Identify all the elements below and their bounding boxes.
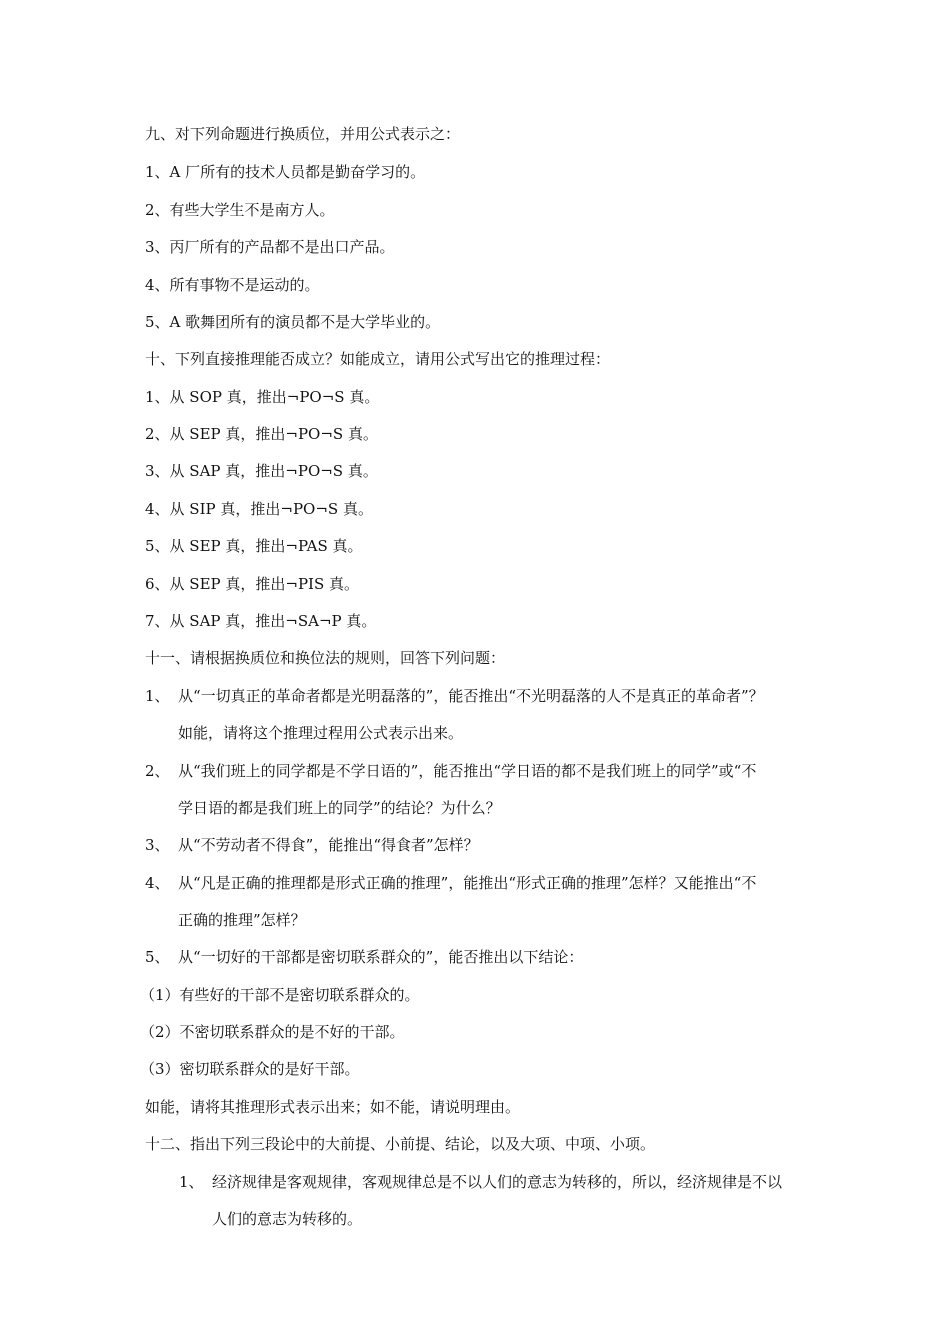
section-12-q1-number: 1、 bbox=[179, 1173, 204, 1191]
section-11-title: 十一、请根据换质位和换位法的规则，回答下列问题： bbox=[145, 649, 506, 667]
section-10-item-3: 3、从 SAP 真，推出¬PO¬S 真。 bbox=[145, 462, 378, 480]
section-9-item-2: 2、有些大学生不是南方人。 bbox=[145, 201, 335, 219]
section-11-q4-line-1: 从“凡是正确的推理都是形式正确的推理”，能推出“形式正确的推理”怎样？又能推出“不 bbox=[178, 874, 757, 892]
section-9-title: 九、对下列命题进行换质位，并用公式表示之： bbox=[145, 125, 461, 143]
section-11-q3-line-1: 从“不劳动者不得食”，能推出“得食者”怎样？ bbox=[178, 836, 479, 854]
section-11-q1-number: 1、 bbox=[145, 687, 170, 705]
section-11-q4-number: 4、 bbox=[145, 874, 170, 892]
section-11-q5-line-1: 从“一切好的干部都是密切联系群众的”，能否推出以下结论： bbox=[178, 948, 584, 966]
section-10-item-5: 5、从 SEP 真，推出¬PAS 真。 bbox=[145, 537, 363, 555]
section-9-item-5: 5、A 歌舞团所有的演员都不是大学毕业的。 bbox=[145, 313, 441, 331]
section-10-title: 十、下列直接推理能否成立？如能成立，请用公式写出它的推理过程： bbox=[145, 350, 611, 368]
section-11-q1-line-1: 从“一切真正的革命者都是光明磊落的”，能否推出“不光明磊落的人不是真正的革命者”？ bbox=[178, 687, 764, 705]
section-11-q5-option-1: （1）有些好的干部不是密切联系群众的。 bbox=[140, 986, 420, 1004]
section-9-item-1: 1、A 厂所有的技术人员都是勤奋学习的。 bbox=[145, 163, 426, 181]
section-11-q1-line-2: 如能，请将这个推理过程用公式表示出来。 bbox=[178, 724, 464, 742]
section-11-closing: 如能，请将其推理形式表示出来；如不能，请说明理由。 bbox=[145, 1098, 521, 1116]
section-11-q5-number: 5、 bbox=[145, 948, 170, 966]
section-12-q1-line-2: 人们的意志为转移的。 bbox=[212, 1210, 363, 1228]
section-11-q3-number: 3、 bbox=[145, 836, 170, 854]
section-12-title: 十二、指出下列三段论中的大前提、小前提、结论，以及大项、中项、小项。 bbox=[145, 1135, 656, 1153]
section-11-q2-number: 2、 bbox=[145, 762, 170, 780]
section-10-item-7: 7、从 SAP 真，推出¬SA¬P 真。 bbox=[145, 612, 377, 630]
section-10-item-2: 2、从 SEP 真，推出¬PO¬S 真。 bbox=[145, 425, 378, 443]
section-12-q1-line-1: 经济规律是客观规律，客观规律总是不以人们的意志为转移的，所以，经济规律是不以 bbox=[212, 1173, 783, 1191]
section-10-item-6: 6、从 SEP 真，推出¬PIS 真。 bbox=[145, 575, 360, 593]
section-9-item-3: 3、丙厂所有的产品都不是出口产品。 bbox=[145, 238, 395, 256]
section-11-q5-option-2: （2）不密切联系群众的是不好的干部。 bbox=[140, 1023, 405, 1041]
section-10-item-1: 1、从 SOP 真，推出¬PO¬S 真。 bbox=[145, 388, 380, 406]
section-10-item-4: 4、从 SIP 真，推出¬PO¬S 真。 bbox=[145, 500, 373, 518]
section-11-q5-option-3: （3）密切联系群众的是好干部。 bbox=[140, 1060, 360, 1078]
section-9-item-4: 4、所有事物不是运动的。 bbox=[145, 276, 320, 294]
section-11-q2-line-2: 学日语的都是我们班上的同学”的结论？为什么？ bbox=[178, 799, 501, 817]
section-11-q4-line-2: 正确的推理”怎样？ bbox=[178, 911, 306, 929]
section-11-q2-line-1: 从“我们班上的同学都是不学日语的”，能否推出“学日语的都不是我们班上的同学”或“不 bbox=[178, 762, 757, 780]
